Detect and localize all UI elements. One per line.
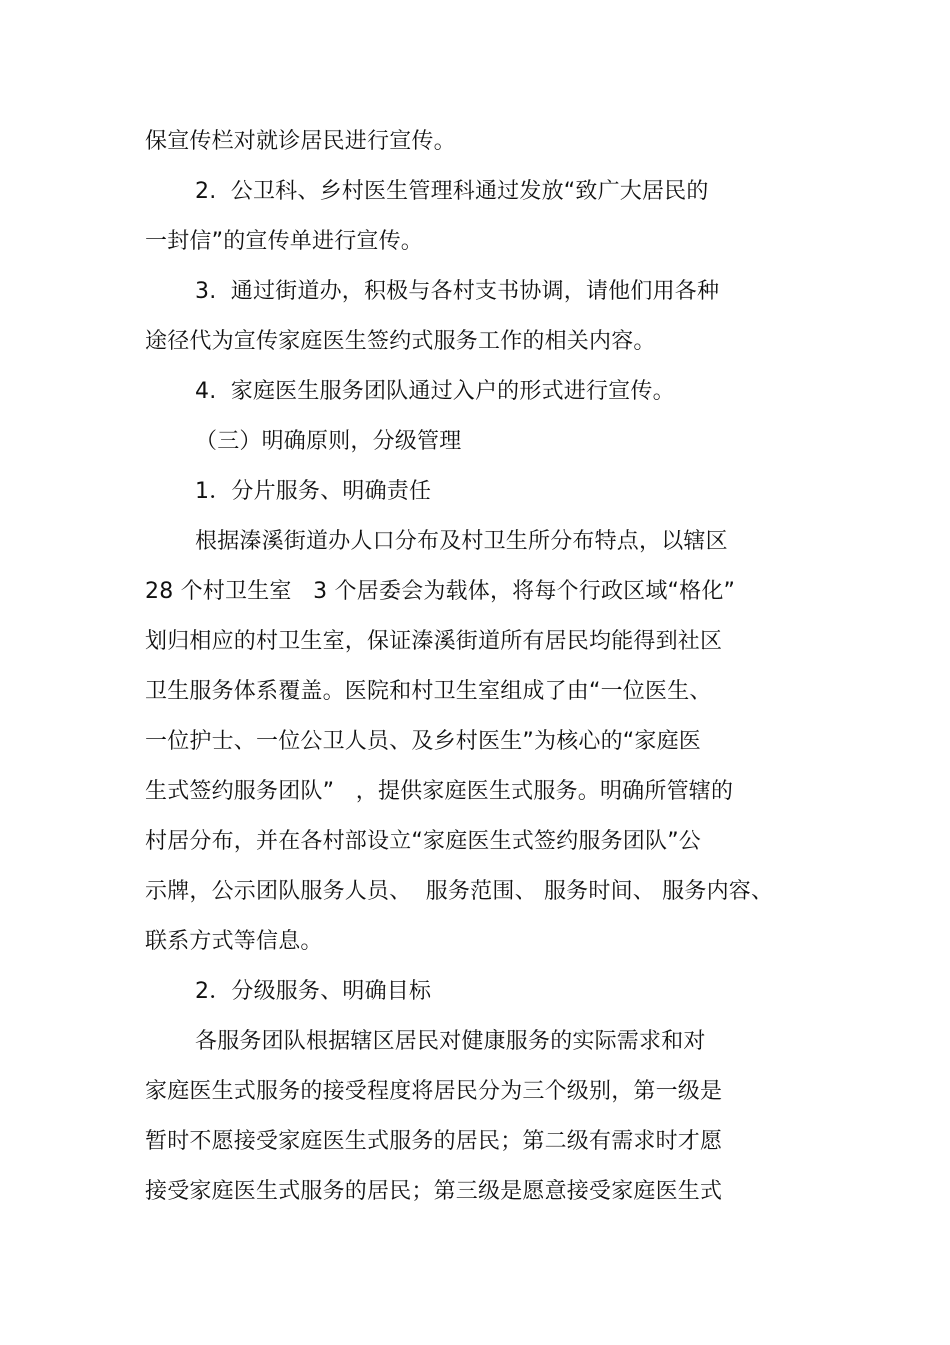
- subsection-heading-2: 2．分级服务、明确目标: [195, 979, 432, 1004]
- paragraph-2-line-2: 28 个村卫生室 3 个居委会为载体，将每个行政区域“格化”: [145, 579, 736, 604]
- paragraph-2-line-3: 划归相应的村卫生室，保证溱溪街道所有居民均能得到社区: [145, 629, 723, 654]
- list-item-4-line-1: 4. 家庭医生服务团队通过入户的形式进行宣传。: [195, 379, 675, 404]
- paragraph-2-line-9: 联系方式等信息。: [145, 929, 323, 954]
- paragraph-3-line-4: 接受家庭医生式服务的居民；第三级是愿意接受家庭医生式: [145, 1179, 723, 1204]
- subsection-heading-1: 1．分片服务、明确责任: [195, 479, 432, 504]
- paragraph-line-1: 保宣传栏对就诊居民进行宣传。: [145, 129, 456, 154]
- paragraph-3-line-1: 各服务团队根据辖区居民对健康服务的实际需求和对: [195, 1029, 706, 1054]
- paragraph-2-line-7: 村居分布，并在各村部设立“家庭医生式签约服务团队”公: [145, 829, 701, 854]
- paragraph-2-line-1: 根据溱溪街道办人口分布及村卫生所分布特点，以辖区: [195, 529, 728, 554]
- paragraph-2-line-6: 生式签约服务团队” ，提供家庭医生式服务。明确所管辖的: [145, 779, 734, 804]
- section-heading: （三）明确原则，分级管理: [195, 429, 462, 454]
- paragraph-2-line-8: 示牌，公示团队服务人员、 服务范围、 服务时间、 服务内容、: [145, 879, 774, 904]
- paragraph-2-line-5: 一位护士、一位公卫人员、及乡村医生”为核心的“家庭医: [145, 729, 701, 754]
- paragraph-3-line-3: 暂时不愿接受家庭医生式服务的居民；第二级有需求时才愿: [145, 1129, 723, 1154]
- paragraph-3-line-2: 家庭医生式服务的接受程度将居民分为三个级别，第一级是: [145, 1079, 723, 1104]
- list-item-2-line-2: 一封信”的宣传单进行宣传。: [145, 229, 423, 254]
- list-item-2-line-1: 2. 公卫科、乡村医生管理科通过发放“致广大居民的: [195, 179, 709, 204]
- paragraph-2-line-4: 卫生服务体系覆盖。医院和村卫生室组成了由“一位医生、: [145, 679, 712, 704]
- list-item-3-line-2: 途径代为宣传家庭医生签约式服务工作的相关内容。: [145, 329, 656, 354]
- list-item-3-line-1: 3. 通过街道办，积极与各村支书协调，请他们用各种: [195, 279, 720, 304]
